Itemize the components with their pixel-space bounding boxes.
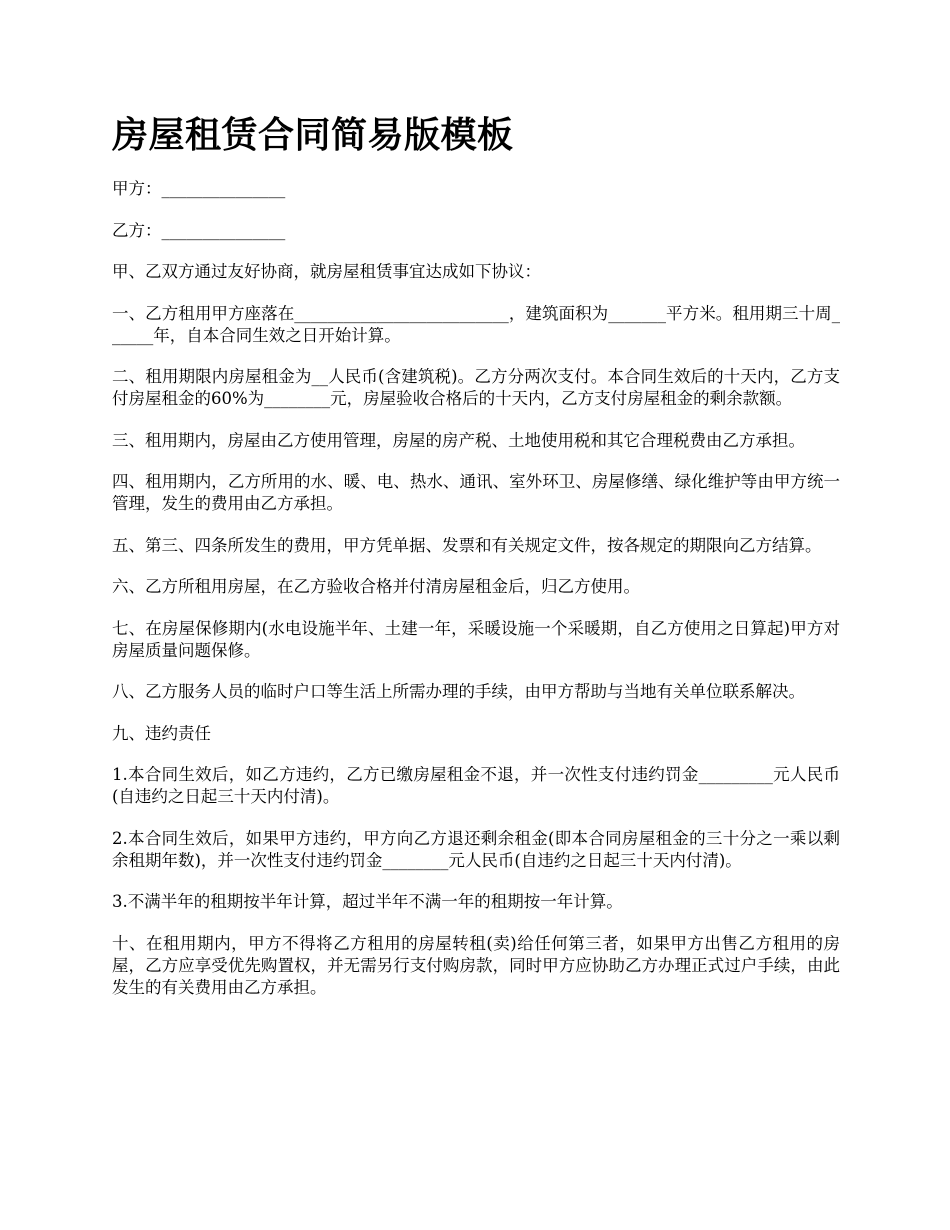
clause-7: 七、在房屋保修期内(水电设施半年、土建一年，采暖设施一个采暖期，自乙方使用之日算起)甲方对房屋质量问题保修。 — [112, 618, 840, 660]
party-a-line: 甲方：_______________ — [112, 179, 286, 198]
clause-9-heading: 九、违约责任 — [112, 723, 211, 743]
document-page — [112, 112, 840, 1018]
clause-9-item-3: 3.不满半年的租期按半年计算，超过半年不满一年的租期按一年计算。 — [112, 892, 623, 911]
clause-5: 五、第三、四条所发生的费用，甲方凭单据、发票和有关规定文件，按各规定的期限向乙方结算。 — [112, 535, 822, 555]
clause-8: 八、乙方服务人员的临时户口等生活上所需办理的手续，由甲方帮助与当地有关单位联系解决。 — [112, 682, 805, 701]
intro-paragraph: 甲、乙双方通过友好协商，就房屋租赁事宜达成如下协议： — [112, 262, 541, 281]
clause-6: 六、乙方所租用房屋，在乙方验收合格并付清房屋租金后，归乙方使用。 — [112, 577, 640, 596]
clause-4: 四、租用期内，乙方所用的水、暖、电、热水、通讯、室外环卫、房屋修缮、绿化维护等由甲方统一管理，发生的费用由乙方承担。 — [112, 472, 840, 513]
clause-2: 二、租用期限内房屋租金为__人民币(含建筑税)。乙方分两次支付。本合同生效后的十天内，乙方支付房屋租金的60%为________元，房屋验收合格后的十天内，乙方支付房屋租金的剩余款额。 — [112, 367, 840, 408]
party-b-line: 乙方：_______________ — [112, 220, 286, 240]
clause-9-item-1: 1.本合同生效后，如乙方违约，乙方已缴房屋租金不退，并一次性支付违约罚金_________元人民币(自违约之日起三十天内付清)。 — [112, 765, 840, 806]
clause-9-item-2: 2.本合同生效后，如果甲方违约，甲方向乙方退还剩余租金(即本合同房屋租金的三十分之一乘以剩余租期年数)，并一次性支付违约罚金________元人民币(自违约之日起三十天内付清)。 — [112, 828, 840, 870]
clause-3: 三、租用期内，房屋由乙方使用管理，房屋的房产税、土地使用税和其它合理税费由乙方承担。 — [112, 430, 805, 450]
clause-10: 十、在租用期内，甲方不得将乙方租用的房屋转租(卖)给任何第三者，如果甲方出售乙方租用的房屋，乙方应享受优先购置权，并无需另行支付购房款，同时甲方应协助乙方办理正式过户手续，由此发生的有关费用由乙方承担。 — [112, 933, 840, 997]
document-title: 房屋租赁合同简易版模板 — [112, 115, 514, 156]
clause-1: 一、乙方租用甲方座落在__________________________，建筑面积为_______平方米。租用期三十周______年，自本合同生效之日开始计算。 — [112, 303, 840, 345]
